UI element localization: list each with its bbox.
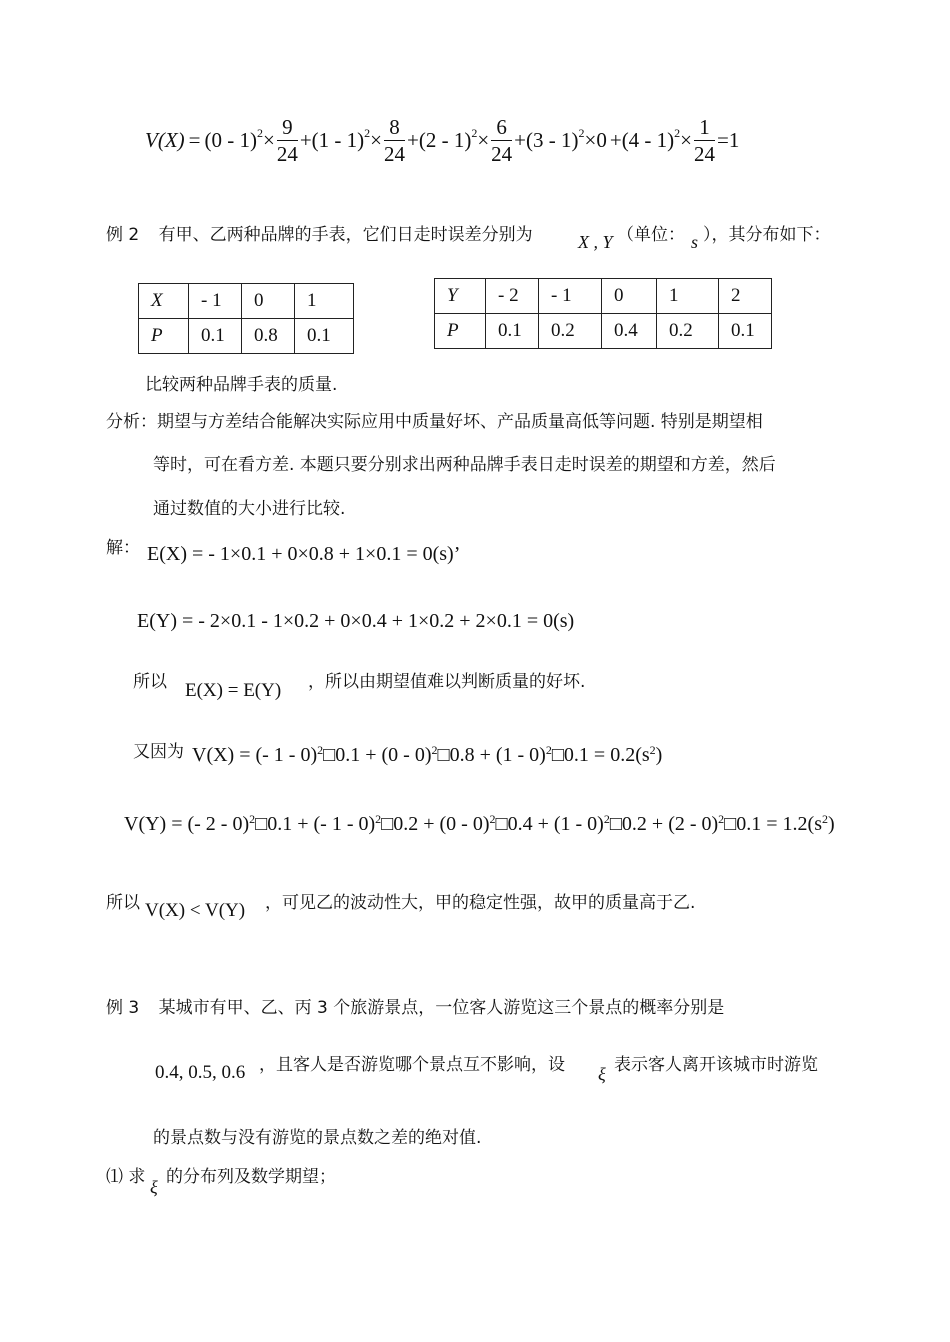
vx-part: □0.1 = 0.2(s	[551, 744, 650, 766]
so1-suffix: ，所以由期望值难以判断质量的好坏.	[308, 672, 586, 692]
vx-part: )	[655, 744, 663, 766]
table-cell: 0.1	[295, 319, 354, 354]
vy-part: □0.1 + (- 1 - 0)	[255, 813, 376, 835]
table-cell: Y	[435, 279, 486, 314]
table-cell: P	[139, 319, 189, 354]
compare-text: 比较两种品牌手表的质量.	[145, 375, 338, 395]
example3-label: 例 3	[106, 998, 140, 1018]
table-cell: - 1	[189, 284, 242, 319]
plus-sign: +	[514, 128, 527, 152]
numerator: 9	[277, 114, 298, 141]
sup: 2	[249, 811, 256, 826]
plus-sign: +	[407, 128, 419, 152]
vy-part: □0.1 = 1.2(s	[724, 813, 822, 835]
denominator: 24	[276, 142, 298, 166]
so2-equation: V(X) < V(Y)	[145, 900, 246, 921]
vy-part: □0.2 + (0 - 0)	[381, 813, 490, 835]
analysis-text-1: 期望与方差结合能解决实际应用中质量好坏、产品质量高低等问题. 特别是期望相	[157, 412, 763, 432]
term-2: (1 - 1)	[311, 128, 365, 152]
example2-text: 有甲、乙两种品牌的手表，它们日走时误差分别为	[158, 225, 533, 245]
sup: 2	[649, 742, 656, 757]
table-cell: 0	[602, 279, 657, 314]
example2-heading-line	[106, 220, 533, 245]
sup: 2	[545, 742, 552, 757]
table-row	[139, 284, 354, 319]
formula-lhs: V(X)	[145, 128, 185, 152]
vy-part: )	[827, 813, 835, 835]
sup: 2	[578, 125, 585, 140]
vy-part: V(Y) = (- 2 - 0)	[124, 813, 250, 835]
plus-sign: +	[299, 128, 312, 152]
times-sign: ×	[680, 128, 693, 152]
sup: 2	[674, 125, 681, 140]
example3-line2-b: 表示客人离开该城市时游览	[614, 1055, 818, 1075]
term-5: (4 - 1)	[621, 128, 675, 152]
example2-vars: X , Y	[578, 232, 613, 252]
table-cell: 0.1	[486, 314, 539, 349]
numerator: 1	[694, 114, 715, 141]
table-row	[139, 319, 354, 354]
formula-result: =1	[717, 128, 740, 152]
plus-sign: +	[609, 128, 622, 152]
question1-prefix: ⑴ 求	[106, 1167, 146, 1187]
analysis-line-1	[106, 407, 763, 432]
expectation-x-tail: ’	[453, 543, 461, 565]
distribution-table-y	[434, 278, 772, 349]
table-cell: 1	[657, 279, 719, 314]
example2-label: 例 2	[106, 225, 140, 245]
distribution-table-x	[138, 283, 354, 354]
fraction-3	[491, 114, 512, 167]
sup: 2	[718, 811, 725, 826]
table-cell: 0.8	[242, 319, 295, 354]
fraction-5	[694, 114, 715, 167]
times-sign: ×	[370, 128, 382, 152]
times-sign: ×	[477, 128, 490, 152]
times-sign: ×	[262, 128, 275, 152]
again-label: 又因为	[133, 742, 184, 762]
numerator: 6	[491, 114, 512, 141]
table-cell: 0.1	[719, 314, 772, 349]
expectation-y: E(Y) = - 2×0.1 - 1×0.2 + 0×0.4 + 1×0.2 + 2×0.1 = 0(s)	[137, 610, 575, 632]
table-cell: P	[435, 314, 486, 349]
vy-part: □0.2 + (2 - 0)	[609, 813, 719, 835]
table-cell: 0.4	[602, 314, 657, 349]
table-cell: - 1	[539, 279, 602, 314]
example3-heading-line	[106, 993, 724, 1018]
expectation-x-formula: E(X) = - 1×0.1 + 0×0.8 + 1×0.1 = 0(s)	[147, 543, 454, 565]
table-cell: 0.2	[657, 314, 719, 349]
analysis-line-2: 等时，可在看方差. 本题只要分别求出两种品牌手表日走时误差的期望和方差，然后	[153, 455, 776, 475]
term-1: (0 - 1)	[204, 128, 257, 152]
vx-part: V(X) = (- 1 - 0)	[192, 744, 318, 766]
sup: 2	[603, 811, 610, 826]
table-cell: 0.2	[539, 314, 602, 349]
denominator: 24	[384, 142, 405, 166]
times-sign: ×	[584, 128, 597, 152]
example3-line2-a: ，且客人是否游览哪个景点互不影响，设	[259, 1055, 565, 1075]
xi-symbol: ξ	[598, 1064, 606, 1084]
so2-prefix: 所以	[106, 893, 140, 913]
example2-unit: s	[691, 232, 699, 252]
sup: 2	[431, 742, 438, 757]
table-cell: - 2	[486, 279, 539, 314]
variance-y	[124, 813, 835, 836]
table-cell: 1	[295, 284, 354, 319]
sup: 2	[471, 125, 478, 140]
table-cell: 0	[242, 284, 295, 319]
table-cell: X	[139, 284, 189, 319]
analysis-line-3: 通过数值的大小进行比较.	[153, 499, 346, 519]
term-3: (2 - 1)	[418, 128, 472, 152]
so1-prefix: 所以	[133, 672, 167, 692]
table-row	[435, 279, 772, 314]
denominator: 24	[694, 142, 716, 166]
vx-part: □0.1 + (0 - 0)	[323, 744, 432, 766]
sup: 2	[317, 742, 324, 757]
sup: 2	[375, 811, 382, 826]
vy-part: □0.4 + (1 - 0)	[495, 813, 604, 835]
solution-label: 解：	[106, 538, 140, 558]
sup: 2	[821, 811, 828, 826]
so1-equation: E(X) = E(Y)	[185, 680, 282, 701]
sup: 2	[256, 125, 263, 140]
so2-suffix: ，可见乙的波动性大，甲的稳定性强，故甲的质量高于乙.	[265, 893, 696, 913]
sup: 2	[364, 125, 371, 140]
term-4: (3 - 1)	[526, 128, 579, 152]
variance-x	[192, 744, 662, 767]
vx-part: □0.8 + (1 - 0)	[437, 744, 546, 766]
xi-symbol: ξ	[150, 1177, 158, 1197]
example3-line3: 的景点数与没有游览的景点数之差的绝对值.	[153, 1128, 482, 1148]
table-cell: 0.1	[189, 319, 242, 354]
example3-text: 某城市有甲、乙、丙 3 个旅游景点，一位客人游览这三个景点的概率分别是	[158, 998, 725, 1018]
question1-suffix: 的分布列及数学期望；	[166, 1167, 336, 1187]
formula-eq: =	[188, 128, 201, 152]
example2-unit-close: ），其分布如下：	[703, 225, 831, 245]
fraction-2	[384, 114, 405, 167]
term-4-tail: 0	[596, 128, 607, 152]
example3-probs: 0.4, 0.5, 0.6	[155, 1062, 246, 1083]
expectation-x	[147, 543, 460, 566]
table-row	[435, 314, 772, 349]
table-cell: 2	[719, 279, 772, 314]
denominator: 24	[491, 142, 513, 166]
sup: 2	[489, 811, 496, 826]
analysis-label: 分析：	[106, 412, 157, 432]
numerator: 8	[384, 114, 405, 141]
fraction-1	[277, 114, 298, 167]
example2-unit-open: （单位：	[617, 225, 685, 245]
variance-formula-top	[145, 114, 739, 167]
